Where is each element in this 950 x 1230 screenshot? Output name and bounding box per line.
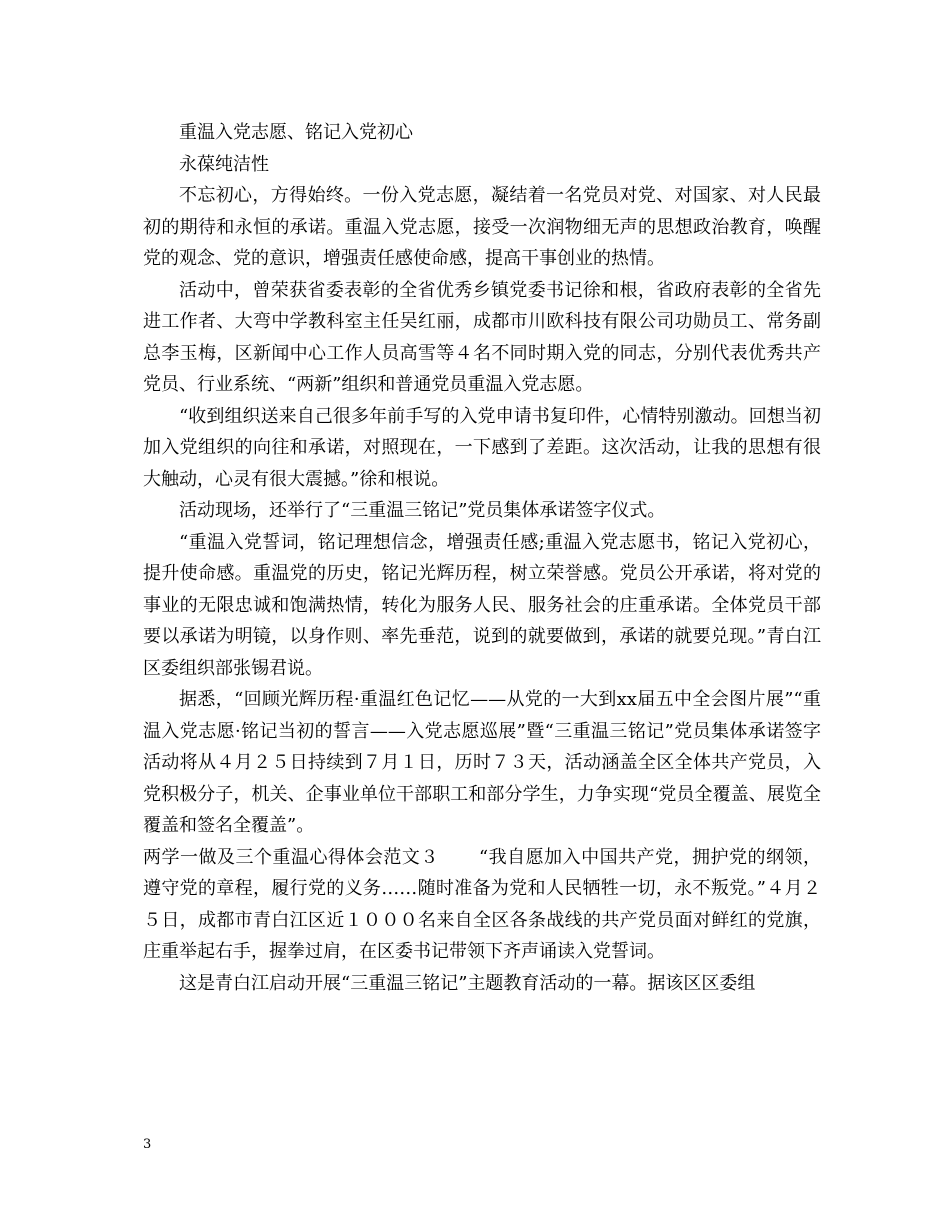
body-paragraph: 活动中，曾荣获省委表彰的全省优秀乡镇党委书记徐和根，省政府表彰的全省先进工作者、大弯中学教科室主任吴红丽，成都市川欧科技有限公司功勋员工、常务副总李玉梅，区新闻中心工作人员高雪等４名不同时期入党的同志，分别代表优秀共产党员、行业系统、“两新”组织和普通党员重温入党志愿。: [143, 279, 821, 395]
inline-heading-paragraph: [143, 842, 821, 968]
page-number: 3: [143, 1137, 152, 1152]
document-body: [143, 117, 821, 999]
body-paragraph-last: 这是青白江启动开展“三重温三铭记”主题教育活动的一幕。据该区区委组: [179, 972, 756, 994]
body-paragraph: “收到组织送来自己很多年前手写的入党申请书复印件，心情特别激动。回想当初加入党组织的向往和承诺，对照现在，一下感到了差距。这次活动，让我的思想有很大触动，心灵有很大震撼。”徐和根说。: [143, 405, 821, 490]
heading-line-1: 重温入党志愿、铭记入党初心: [179, 122, 413, 143]
body-paragraph: 活动现场，还举行了“三重温三铭记”党员集体承诺签字仪式。: [179, 500, 666, 521]
inline-heading-text: “我自愿加入中国共产党，拥护党的纲领，遵守党的章程，履行党的义务……随时准备为党和人民牺牲一切，永不叛党。”４月２５日，成都市青白江区近１０００名来自全区各条战线的共产党员面对鲜红的党旗，庄重举起右手，握拳过肩，在区委书记带领下齐声诵读入党誓词。: [143, 846, 821, 962]
body-paragraph: 据悉，“回顾光辉历程·重温红色记忆——从党的一大到xx届五中全会图片展”“重温入党志愿·铭记当初的誓言——入党志愿巡展”暨“三重温三铭记”党员集体承诺签字活动将从４月２５日持续到７月１日，历时７３天，活动涵盖全区全体共产党员，入党积极分子，机关、企事业单位干部职工和部分学生，力争实现“党员全覆盖、展览全覆盖和签名全覆盖”。: [143, 689, 821, 836]
body-paragraph: 不忘初心，方得始终。一份入党志愿，凝结着一名党员对党、对国家、对人民最初的期待和永恒的承诺。重温入党志愿，接受一次润物细无声的思想政治教育，唤醒党的观念、党的意识，增强责任感使命感，提高干事创业的热情。: [143, 185, 821, 269]
body-paragraph: “重温入党誓词，铭记理想信念，增强责任感;重温入党志愿书，铭记入党初心，提升使命感。重温党的历史，铭记光辉历程，树立荣誉感。党员公开承诺，将对党的事业的无限忠诚和饱满热情，转化为服务人民、服务社会的庄重承诺。全体党员干部要以承诺为明镜，以身作则、率先垂范，说到的就要做到，承诺的就要兑现。”青白江区委组织部张锡君说。: [143, 531, 821, 679]
heading-line-2: 永葆纯洁性: [179, 153, 269, 175]
inline-heading: 两学一做及三个重温心得体会范文３: [143, 846, 439, 868]
